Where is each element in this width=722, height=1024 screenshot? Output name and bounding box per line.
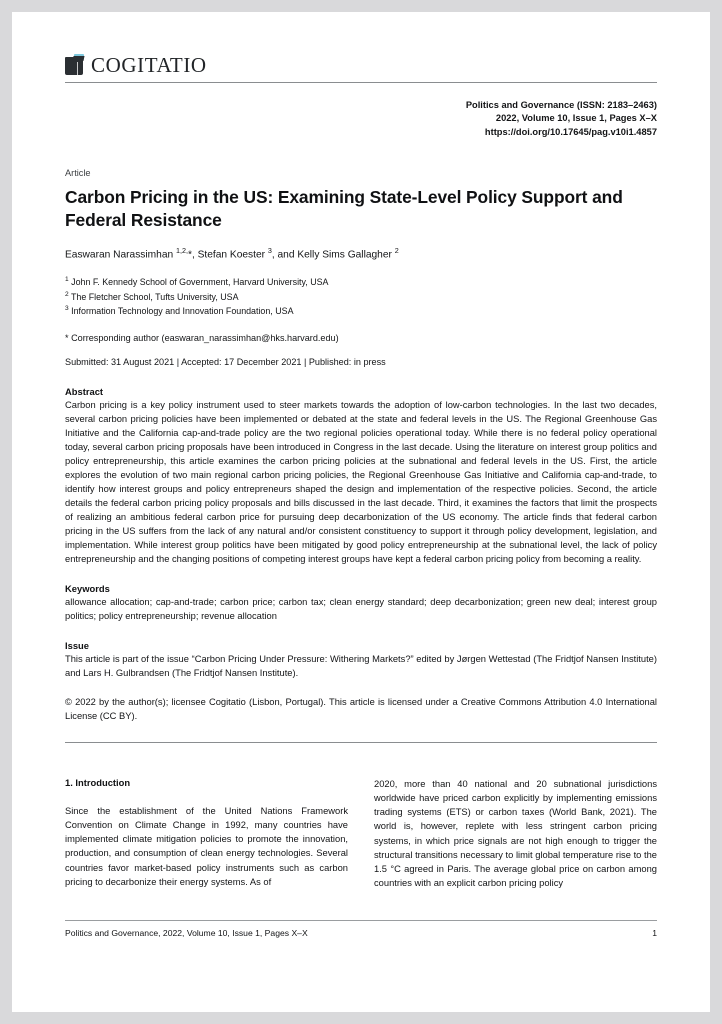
- intro-paragraph-right: 2020, more than 40 national and 20 subnational jurisdictions worldwide have priced carbon explicitly by implementing emissions trading systems (ETS) or carbon taxes (World Bank, 2021). The world is, however, replete with less stringent carbon pricing systems, in which price signals are not high enough to trigger the structural transitions necessary to limit global temperature rise to the 1.5 °C agreed in Paris. The average global price on carbon among countries with an explicit carbon pricing policy: [374, 778, 657, 889]
- issue-section: [65, 640, 657, 680]
- intro-paragraph-left: Since the establishment of the United Nations Framework Convention on Climate Change in 1992, many countries have implemented climate mitigation policies to promote the innovation, production, and consumption of clean energy technologies. Several countries favor market-based policy instruments such as carbon pricing to decarbonize their energy systems. As of: [65, 805, 348, 887]
- cogitatio-book-icon: [65, 54, 84, 75]
- journal-info: [65, 99, 657, 139]
- page-footer: [65, 920, 657, 938]
- keywords-heading: Keywords: [65, 582, 110, 594]
- footer-citation: Politics and Governance, 2022, Volume 10, Issue 1, Pages X–X: [65, 928, 308, 938]
- journal-doi-link[interactable]: https://doi.org/10.17645/pag.v10i1.4857: [484, 126, 657, 137]
- page-title: Carbon Pricing in the US: Examining State-Level Policy Support and Federal Resistance: [65, 187, 623, 230]
- affiliation-item: $^1$ John F. Kennedy School of Government, Harvard University, USA: [65, 276, 329, 288]
- keywords-section: [65, 583, 657, 623]
- paper-page: [12, 12, 710, 1012]
- footer-page-number: 1: [652, 928, 657, 938]
- article-type-label: Article: [65, 168, 91, 179]
- publisher-logo-text: COGITATIO: [91, 53, 207, 77]
- body-column-left: [65, 777, 348, 900]
- copyright-notice: © 2022 by the author(s); licensee Cogitatio (Lisbon, Portugal). This article is licensed under a Creative Commons Attribution 4.0 International License (CC BY).: [65, 696, 657, 721]
- author-list: Easwaran Narassimhan $^{1,2,}$*, Stefan Koester $^3$, and Kelly Sims Gallagher $^2$: [65, 245, 399, 261]
- abstract-section: [65, 386, 657, 566]
- corresponding-author: * Corresponding author (easwaran_narassimhan@hks.harvard.edu): [65, 332, 339, 343]
- journal-issn-line: Politics and Governance (ISSN: 2183–2463): [465, 100, 657, 110]
- paper-content: [65, 42, 657, 900]
- footer-divider: [65, 920, 657, 921]
- body-column-right: [374, 777, 657, 900]
- section-heading-introduction: 1. Introduction: [65, 776, 131, 788]
- keywords-text: allowance allocation; cap-and-trade; carbon price; carbon tax; clean energy standard; deep decarbonization; green new deal; interest group politics; policy entrepreneurship; revenue allocation: [65, 596, 657, 621]
- issue-heading: Issue: [65, 639, 89, 651]
- affiliation-item: $^3$ Information Technology and Innovation Foundation, USA: [65, 305, 294, 317]
- journal-volume-line: 2022, Volume 10, Issue 1, Pages X–X: [495, 113, 657, 124]
- body-columns: [65, 777, 657, 900]
- abstract-heading: Abstract: [65, 385, 104, 397]
- abstract-text: Carbon pricing is a key policy instrument used to steer markets towards the adoption of low-carbon technologies. In the last two decades, several carbon pricing policies have been implemented or debated at the state and federal levels in the US. The Regional Greenhouse Gas Initiative and the California cap-and-trade policy are the two regional policies operational today. While there is no federal policy operational today, several carbon pricing proposals have been introduced in Congress in the last decade. Using the literature on interest group politics and policy entrepreneurship, this article examines the carbon pricing policies at the subnational and federal levels in the US. First, the article explores the evolution of two main regional carbon pricing policies, the Regional Greenhouse Gas Initiative and California cap-and-trade, to identify how interest groups and policy entrepreneurs shaped the design and implementation of the respective policies. Second, the article details the federal carbon pricing policy proposals and bills discussed in the last decade. Third, it examines the factors that limit the prospects of realizing an ambitious federal carbon price for pursuing deep decarbonization of the US economy. The article finds that federal carbon pricing in the US suffers from the lack of any natural and/or consistent constituency to support it through policy development, legislation, and implementation. While interest group politics have been mitigated by good policy entrepreneurship at the subnational level, the lack of policy entrepreneurship and the changing positions of competing interest groups have kept a federal carbon pricing policy from becoming a reality.: [65, 399, 657, 564]
- publication-dates: Submitted: 31 August 2021 | Accepted: 17 December 2021 | Published: in press: [65, 356, 386, 367]
- affiliation-list: [65, 275, 657, 318]
- affiliation-item: $^2$ The Fletcher School, Tufts University, USA: [65, 290, 239, 302]
- masthead-divider: [65, 82, 657, 83]
- issue-text: This article is part of the issue “Carbon Pricing Under Pressure: Withering Markets?” edited by Jørgen Wettestad (The Fridtjof Nansen Institute) and Lars H. Gulbrandsen (The Fridtjof Nansen Institute).: [65, 653, 657, 678]
- publisher-masthead: [65, 42, 657, 76]
- body-divider: [65, 742, 657, 743]
